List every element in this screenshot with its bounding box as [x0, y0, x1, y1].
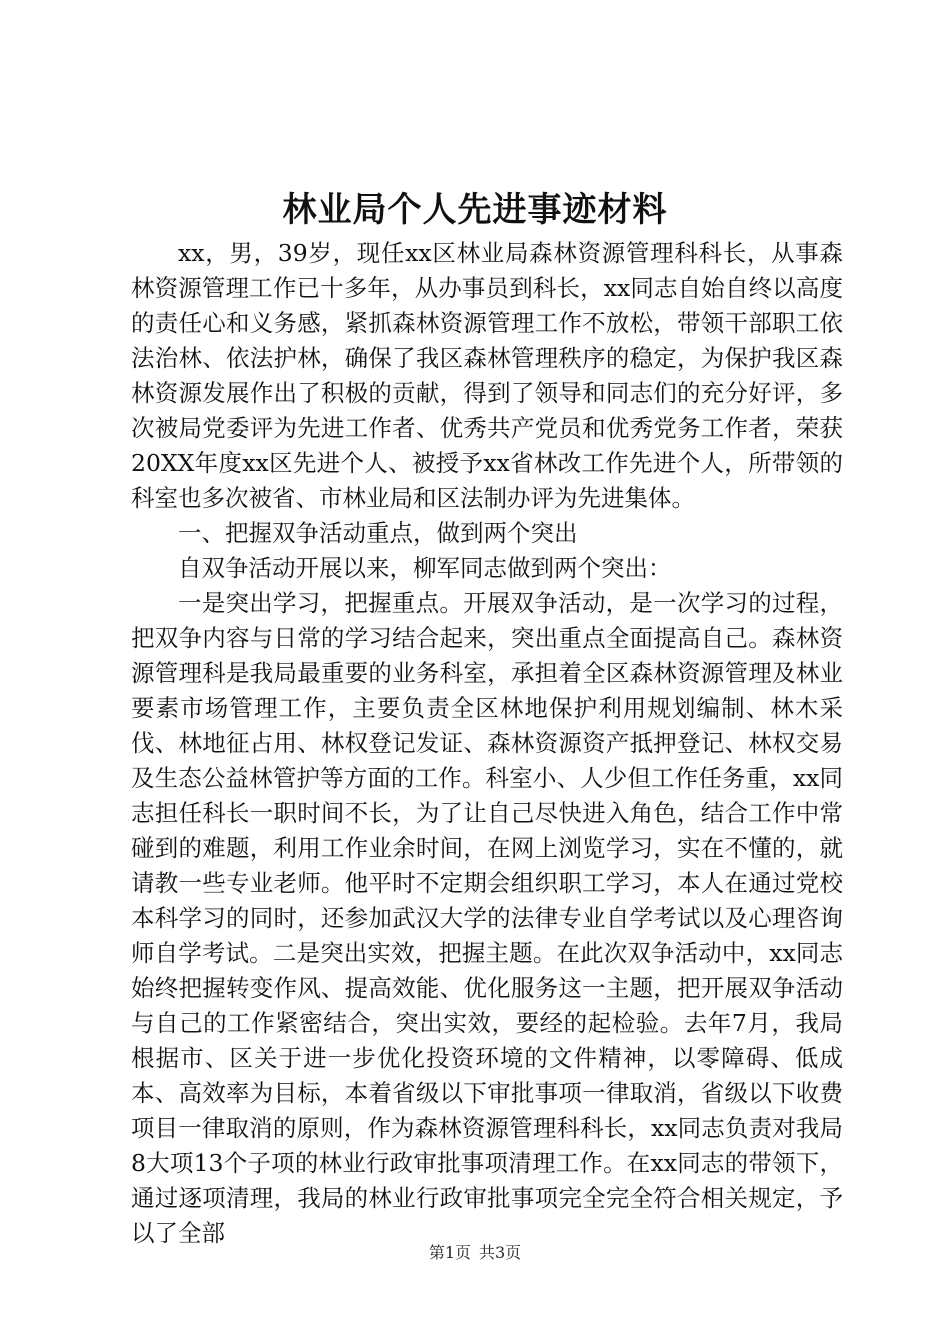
section-heading: 一、把握双争活动重点，做到两个突出: [178, 519, 578, 547]
page-footer: [0, 1242, 950, 1264]
document-title: 林业局个人先进事迹材料: [282, 190, 668, 230]
paragraph-details: 一是突出学习，把握重点。开展双争活动，是一次学习的过程，把双争内容与日常的学习结合起来，突出重点全面提高自己。森林资源管理科是我局最重要的业务科室，承担着全区森林资源管理及林业要素市场管理工作，主要负责全区林地保护利用规划编制、林木采伐、林地征占用、林权登记发证、森林资源资产抵押登记、林权交易及生态公益林管护等方面的工作。科室小、人少但工作任务重，xx同志担任科长一职时间不长，为了让自己尽快进入角色，结合工作中常碰到的难题，利用工作业余时间，在网上浏览学习，实在不懂的，就请教一些专业老师。他平时不定期会组织职工学习，本人在通过党校本科学习的同时，还参加武汉大学的法律专业自学考试以及心理咨询师自学考试。二是突出实效，把握主题。在此次双争活动中，xx同志始终把握转变作风、提高效能、优化服务这一主题，把开展双争活动与自己的工作紧密结合，突出实效，要经的起检验。去年7月，我局根据市、区关于进一步优化投资环境的文件精神，以零障碍、低成本、高效率为目标，本着省级以下审批事项一律取消，省级以下收费项目一律取消的原则，作为森林资源管理科科长，xx同志负责对我局8大项13个子项的林业行政审批事项清理工作。在xx同志的带领下，通过逐项清理，我局的林业行政审批事项完全完全符合相关规定，予以了全部: [131, 589, 843, 1247]
page-number: 第1页: [428, 1243, 471, 1262]
paragraph-intro: xx，男，39岁，现任xx区林业局森林资源管理科科长，从事森林资源管理工作已十多年，从办事员到科长，xx同志自始自终以高度的责任心和义务感，紧抓森林资源管理工作不放松，带领干部职工依法治林、依法护林，确保了我区森林管理秩序的稳定，为保护我区森林资源发展作出了积极的贡献，得到了领导和同志们的充分好评，多次被局党委评为先进工作者、优秀共产党员和优秀党务工作者，荣获20XX年度xx区先进个人、被授予xx省林改工作先进个人，所带领的科室也多次被省、市林业局和区法制办评为先进集体。: [131, 239, 843, 512]
document-body: [131, 236, 843, 1251]
page-total: 共3页: [479, 1243, 522, 1262]
paragraph-summary: 自双争活动开展以来，柳军同志做到两个突出：: [178, 554, 672, 582]
